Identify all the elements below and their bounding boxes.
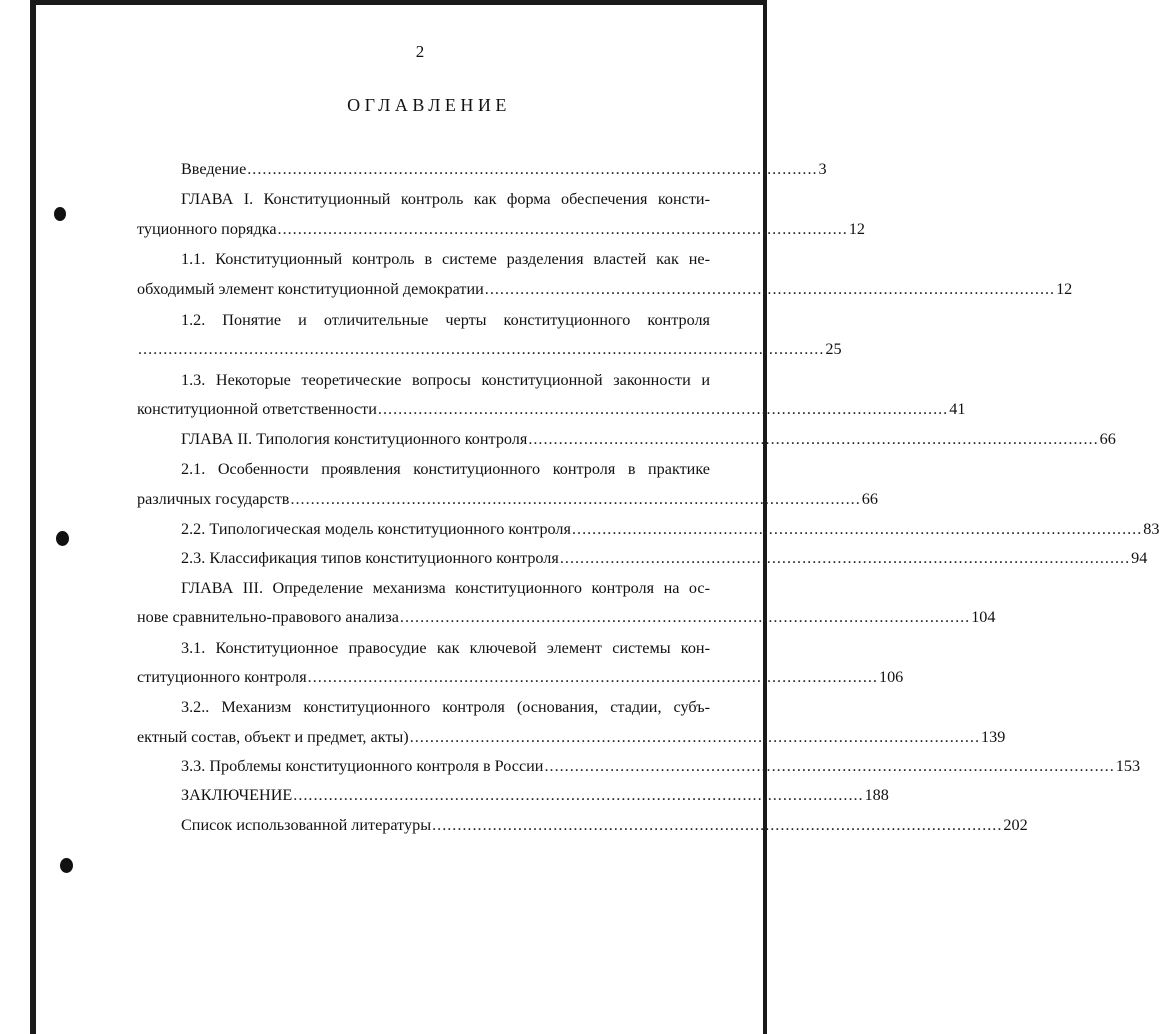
toc-entry-conclusion: [181, 785, 889, 805]
leader-dots: .................................................................................................................: [484, 280, 1056, 298]
toc-entry-line: 2.1. Особенности проявления конституционного контроля в практике: [181, 460, 710, 478]
toc-entry-page: 106: [878, 668, 904, 686]
toc-entry-label: ЗАКЛЮЧЕНИЕ: [181, 786, 293, 804]
toc-entry-1-1: [137, 279, 1073, 299]
leader-dots: .................................................................................................................: [528, 430, 1099, 448]
toc-entry-introduction: [181, 159, 827, 179]
toc-entry-label: Введение: [181, 160, 247, 178]
toc-entry-line: 1.3. Некоторые теоретические вопросы конституционной законности и: [181, 371, 710, 389]
toc-entry-line: 1.1. Конституционный контроль в системе разделения властей как не-: [181, 250, 710, 268]
toc-entry-3-2: [137, 727, 1006, 747]
page-title: ОГЛАВЛЕНИЕ: [347, 95, 511, 115]
toc-entry-page: 66: [861, 490, 878, 508]
toc-entry-page: 139: [981, 728, 1006, 746]
toc-entry-label: ектный состав, объект и предмет, акты): [137, 728, 409, 746]
toc-entry-page: 104: [971, 608, 996, 626]
toc-entry-page: 41: [949, 400, 966, 418]
toc-entry-label: 2.2. Типологическая модель конституционного контроля: [181, 520, 571, 538]
toc-entry-chapter-2: [181, 429, 1116, 449]
toc-entry-chapter-3: [137, 607, 996, 627]
scan-edge-top: [30, 0, 767, 5]
toc-entry-page: 25: [825, 340, 842, 358]
leader-dots: .................................................................................................................: [432, 816, 1003, 834]
leader-dots: ........................................................................................................................................: [138, 340, 825, 358]
toc-entry-chapter-1: [137, 219, 865, 239]
toc-entry-line: 3.2.. Механизм конституционного контроля (основания, стадии, субъ-: [181, 698, 710, 716]
toc-entry-line: 3.1. Конституционное правосудие как ключевой элемент системы кон-: [181, 639, 710, 657]
leader-dots: .................................................................................................................: [307, 668, 878, 686]
leader-dots: .................................................................................................................: [290, 490, 861, 508]
toc-entry-page: 94: [1131, 549, 1148, 567]
toc-entry-page: 66: [1099, 430, 1116, 448]
leader-dots: .................................................................................................................: [277, 220, 848, 238]
leader-dots: .................................................................................................................: [571, 520, 1143, 538]
toc-entry-label: 2.3. Классификация типов конституционного контроля: [181, 549, 559, 567]
leader-dots: .................................................................................................................: [247, 160, 818, 178]
toc-entry-label: туционного порядка: [137, 220, 277, 238]
leader-dots: .................................................................................................................: [409, 728, 980, 746]
toc-entry-page: 202: [1003, 816, 1028, 834]
toc-entry-label: обходимый элемент конституционной демократии: [137, 280, 484, 298]
scan-edge-left: [30, 0, 36, 1034]
toc-entry-2-3: [181, 548, 1148, 568]
toc-entry-1-2: [137, 339, 842, 359]
punch-hole-mark: [60, 858, 73, 873]
toc-entry-1-3: [137, 399, 966, 419]
toc-entry-line: 1.2. Понятие и отличительные черты конституционного контроля: [181, 311, 710, 329]
punch-hole-mark: [56, 531, 69, 546]
toc-entry-2-2: [181, 519, 1159, 539]
toc-entry-label: нове сравнительно-правового анализа: [137, 608, 399, 626]
toc-entry-label: конституционной ответственности: [137, 400, 377, 418]
toc-entry-3-1: [137, 667, 904, 687]
leader-dots: .................................................................................................................: [293, 786, 864, 804]
leader-dots: .................................................................................................................: [544, 757, 1115, 775]
toc-entry-page: 83: [1143, 520, 1159, 538]
scan-edge-right: [763, 0, 767, 1034]
toc-entry-page: 153: [1115, 757, 1141, 775]
toc-entry-label: ГЛАВА II. Типология конституционного контроля: [181, 430, 528, 448]
toc-entry-3-3: [181, 756, 1141, 776]
leader-dots: .................................................................................................................: [377, 400, 949, 418]
toc-entry-label: ституционного контроля: [137, 668, 307, 686]
toc-entry-line: ГЛАВА I. Конституционный контроль как форма обеспечения консти-: [181, 190, 710, 208]
toc-entry-page: 12: [848, 220, 865, 238]
toc-entry-bibliography: [181, 815, 1028, 835]
toc-entry-2-1: [137, 489, 878, 509]
leader-dots: .................................................................................................................: [399, 608, 971, 626]
punch-hole-mark: [54, 207, 66, 221]
leader-dots: .................................................................................................................: [559, 549, 1131, 567]
toc-entry-label: Список использованной литературы: [181, 816, 432, 834]
toc-entry-label: 3.3. Проблемы конституционного контроля в России: [181, 757, 544, 775]
toc-entry-page: 188: [864, 786, 889, 804]
toc-entry-label: различных государств: [137, 490, 290, 508]
toc-entry-page: 12: [1056, 280, 1073, 298]
page-number: 2: [415, 42, 425, 61]
toc-entry-line: ГЛАВА III. Определение механизма конституционного контроля на ос-: [181, 579, 710, 597]
toc-entry-page: 3: [818, 160, 827, 178]
